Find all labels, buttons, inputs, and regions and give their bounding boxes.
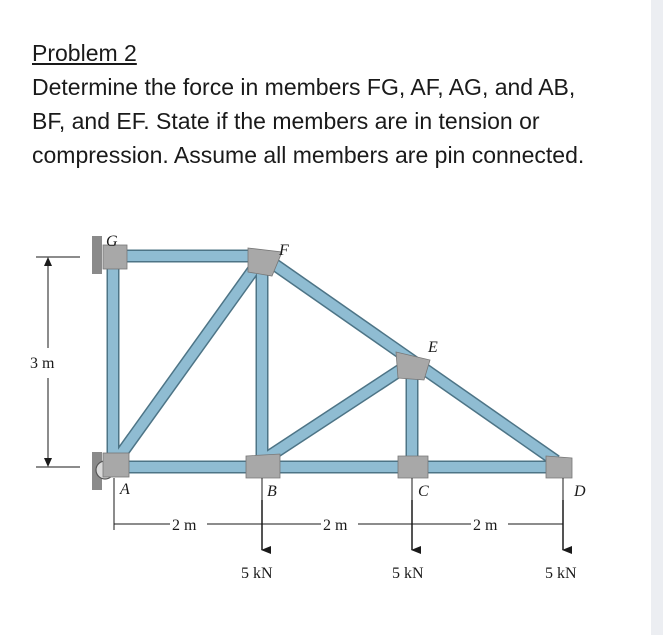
- wall-support-g: [92, 236, 102, 274]
- load-label-c: 5 kN: [392, 565, 424, 582]
- joint-label-c: C: [418, 483, 429, 500]
- gusset-a: [103, 453, 129, 477]
- joint-label-b: B: [267, 483, 277, 500]
- gusset-plates: [103, 245, 572, 478]
- member-be: [268, 369, 402, 457]
- span-label-1: 2 m: [172, 517, 197, 534]
- joint-label-g: G: [106, 233, 118, 250]
- gusset-e: [396, 352, 430, 380]
- load-label-b: 5 kN: [241, 565, 273, 582]
- gusset-d: [546, 456, 572, 478]
- joint-label-a: A: [120, 481, 130, 498]
- gusset-b: [246, 454, 280, 478]
- joint-label-e: E: [428, 339, 438, 356]
- member-af: [119, 266, 256, 457]
- load-label-d: 5 kN: [545, 565, 577, 582]
- truss-members: [113, 256, 563, 467]
- problem-title: Problem 2: [32, 40, 137, 66]
- span-label-2: 2 m: [323, 517, 348, 534]
- joint-label-d: D: [574, 483, 586, 500]
- height-label: 3 m: [30, 355, 55, 372]
- joint-label-f: F: [279, 242, 289, 259]
- problem-text: Determine the force in members FG, AF, AG, and AB, BF, and EF. State if the members are in tension or compression. Assume all members are pin connected.: [32, 74, 585, 168]
- gusset-c: [398, 456, 428, 478]
- span-label-3: 2 m: [473, 517, 498, 534]
